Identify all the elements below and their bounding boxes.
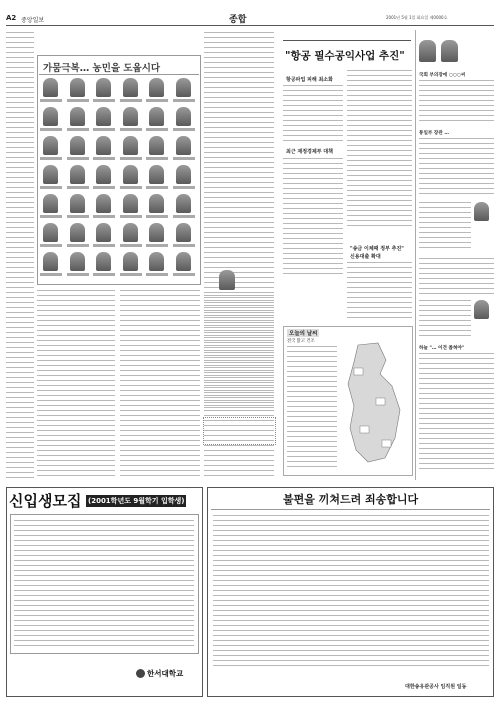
- donor-caption: [93, 186, 115, 189]
- donor-caption: [173, 215, 195, 218]
- donor-portrait: [96, 194, 111, 213]
- donation-title-rule: [39, 74, 199, 75]
- weather-text: [287, 346, 337, 471]
- donor-caption: [146, 273, 168, 276]
- feature-sub-2: 최근 재정경제부 대책: [286, 149, 333, 155]
- donor-portrait: [43, 165, 58, 184]
- donor-caption: [40, 273, 62, 276]
- donor-portrait: [176, 107, 191, 126]
- donor-caption: [93, 99, 115, 102]
- donor-portrait: [176, 223, 191, 242]
- right-item-1: 국회 부의장에 ○○○씨: [419, 73, 466, 78]
- weather-title: 오늘의 날씨: [289, 331, 318, 337]
- donor-caption: [120, 99, 142, 102]
- donor-caption: [67, 186, 89, 189]
- right-text-4: [419, 258, 494, 298]
- feature-sub-4: 신용대출 확대: [350, 254, 381, 260]
- donor-portrait: [70, 136, 85, 155]
- donor-caption: [120, 128, 142, 131]
- right-text-2: [419, 138, 494, 198]
- donor-portrait: [43, 136, 58, 155]
- donation-photo-grid: [39, 78, 199, 283]
- right-text-1: [419, 80, 494, 125]
- recruit-table-body: [14, 520, 194, 650]
- recruit-subtitle: (2001학년도 9월학기 입학생): [88, 497, 185, 505]
- donor-caption: [146, 157, 168, 160]
- donor-portrait: [43, 78, 58, 97]
- donor-portrait: [70, 165, 85, 184]
- donor-caption: [40, 186, 62, 189]
- donor-portrait: [96, 223, 111, 242]
- donor-caption: [67, 215, 89, 218]
- donor-portrait: [176, 165, 191, 184]
- apology-body: [213, 515, 489, 670]
- donor-portrait: [96, 252, 111, 271]
- donor-portrait: [123, 136, 138, 155]
- feature-body-2: [347, 70, 412, 230]
- person-photo: [474, 202, 489, 221]
- donor-portrait: [96, 136, 111, 155]
- under-box-text-1: [37, 290, 115, 480]
- apology-rule: [211, 509, 490, 510]
- donor-caption: [67, 128, 89, 131]
- donor-caption: [146, 244, 168, 247]
- donor-portrait: [123, 252, 138, 271]
- donor-portrait: [176, 194, 191, 213]
- donor-caption: [146, 186, 168, 189]
- donor-caption: [120, 157, 142, 160]
- donor-portrait: [176, 136, 191, 155]
- donor-caption: [93, 244, 115, 247]
- donor-portrait: [123, 194, 138, 213]
- feature-sub-1: 항공파업 피해 최소화: [286, 77, 333, 83]
- school-logo-icon: [136, 669, 145, 678]
- apology-signature: 대한송유관공사 임직원 일동: [405, 684, 467, 690]
- donor-caption: [93, 157, 115, 160]
- donor-portrait: [176, 252, 191, 271]
- page-number: A2: [6, 14, 17, 22]
- donor-caption: [173, 99, 195, 102]
- donor-caption: [40, 99, 62, 102]
- donor-caption: [173, 157, 195, 160]
- right-text-6: [419, 353, 494, 473]
- donor-caption: [173, 186, 195, 189]
- donor-caption: [146, 128, 168, 131]
- donor-portrait: [43, 223, 58, 242]
- donor-caption: [40, 157, 62, 160]
- right-item-2: 통일부 장관 …: [419, 131, 449, 136]
- donor-portrait: [43, 252, 58, 271]
- donor-caption: [40, 244, 62, 247]
- donor-portrait: [176, 78, 191, 97]
- donor-portrait: [149, 136, 164, 155]
- donor-portrait: [149, 78, 164, 97]
- donor-caption: [120, 215, 142, 218]
- donor-portrait: [43, 107, 58, 126]
- left-column-text: [6, 32, 34, 482]
- donor-caption: [146, 99, 168, 102]
- donor-portrait: [70, 78, 85, 97]
- donor-portrait: [149, 194, 164, 213]
- person-photo: [441, 40, 458, 62]
- notice-box: [203, 417, 276, 445]
- recruit-school: 한서대학교: [147, 669, 184, 678]
- donor-caption: [120, 273, 142, 276]
- donor-portrait: [149, 165, 164, 184]
- donor-portrait: [70, 107, 85, 126]
- right-text-5: [419, 300, 471, 340]
- donor-portrait: [70, 223, 85, 242]
- donor-portrait: [123, 165, 138, 184]
- donor-portrait: [96, 165, 111, 184]
- donor-portrait: [149, 252, 164, 271]
- under-box-text-2: [120, 290, 200, 480]
- donor-portrait: [123, 107, 138, 126]
- masthead: 중앙일보: [21, 16, 45, 24]
- donor-caption: [93, 215, 115, 218]
- donor-caption: [120, 244, 142, 247]
- donor-caption: [93, 273, 115, 276]
- person-photo: [419, 40, 436, 62]
- column-divider: [415, 30, 416, 480]
- section-title: 종합: [229, 15, 247, 25]
- donor-caption: [40, 215, 62, 218]
- donor-portrait: [123, 78, 138, 97]
- feature-sub-3: "송금 이체때 정부 추진": [350, 246, 404, 252]
- donor-portrait: [149, 223, 164, 242]
- donor-portrait: [123, 223, 138, 242]
- donor-portrait: [96, 78, 111, 97]
- donor-caption: [67, 244, 89, 247]
- donor-caption: [120, 186, 142, 189]
- person-photo: [474, 300, 489, 319]
- feature-rule: [283, 40, 411, 41]
- donor-portrait: [96, 107, 111, 126]
- recruit-title: 신입생모집: [9, 492, 82, 510]
- right-text-3: [419, 202, 471, 252]
- header-rule: [6, 25, 494, 26]
- donor-portrait: [43, 194, 58, 213]
- donor-caption: [173, 244, 195, 247]
- feature-body-4: [347, 262, 412, 322]
- donor-portrait: [149, 107, 164, 126]
- donation-title: 가뭄극복… 농민을 도웁시다: [43, 63, 161, 74]
- donor-caption: [67, 157, 89, 160]
- donor-caption: [40, 128, 62, 131]
- apology-title: 불편을 끼쳐드려 죄송합니다: [283, 493, 419, 506]
- right-item-3: 하늘 "… 이견 좁혀야": [419, 346, 465, 351]
- donor-caption: [173, 128, 195, 131]
- donor-photo: [219, 270, 235, 290]
- date-line: 2001년 5월 1일 화요일 제0000호: [386, 15, 448, 20]
- donor-portrait: [70, 252, 85, 271]
- donor-caption: [67, 99, 89, 102]
- weather-subtitle: 전국 맑고 건조: [287, 339, 315, 344]
- feature-headline: "항공 필수공익사업 추진": [285, 50, 405, 62]
- donor-portrait: [70, 194, 85, 213]
- feature-body-3: [283, 158, 343, 278]
- donor-caption: [173, 273, 195, 276]
- feature-body-1: [283, 85, 343, 145]
- donor-caption: [93, 128, 115, 131]
- weather-map: [340, 340, 410, 470]
- donor-caption: [146, 215, 168, 218]
- donor-list-column-2: [204, 295, 274, 480]
- donor-caption: [67, 273, 89, 276]
